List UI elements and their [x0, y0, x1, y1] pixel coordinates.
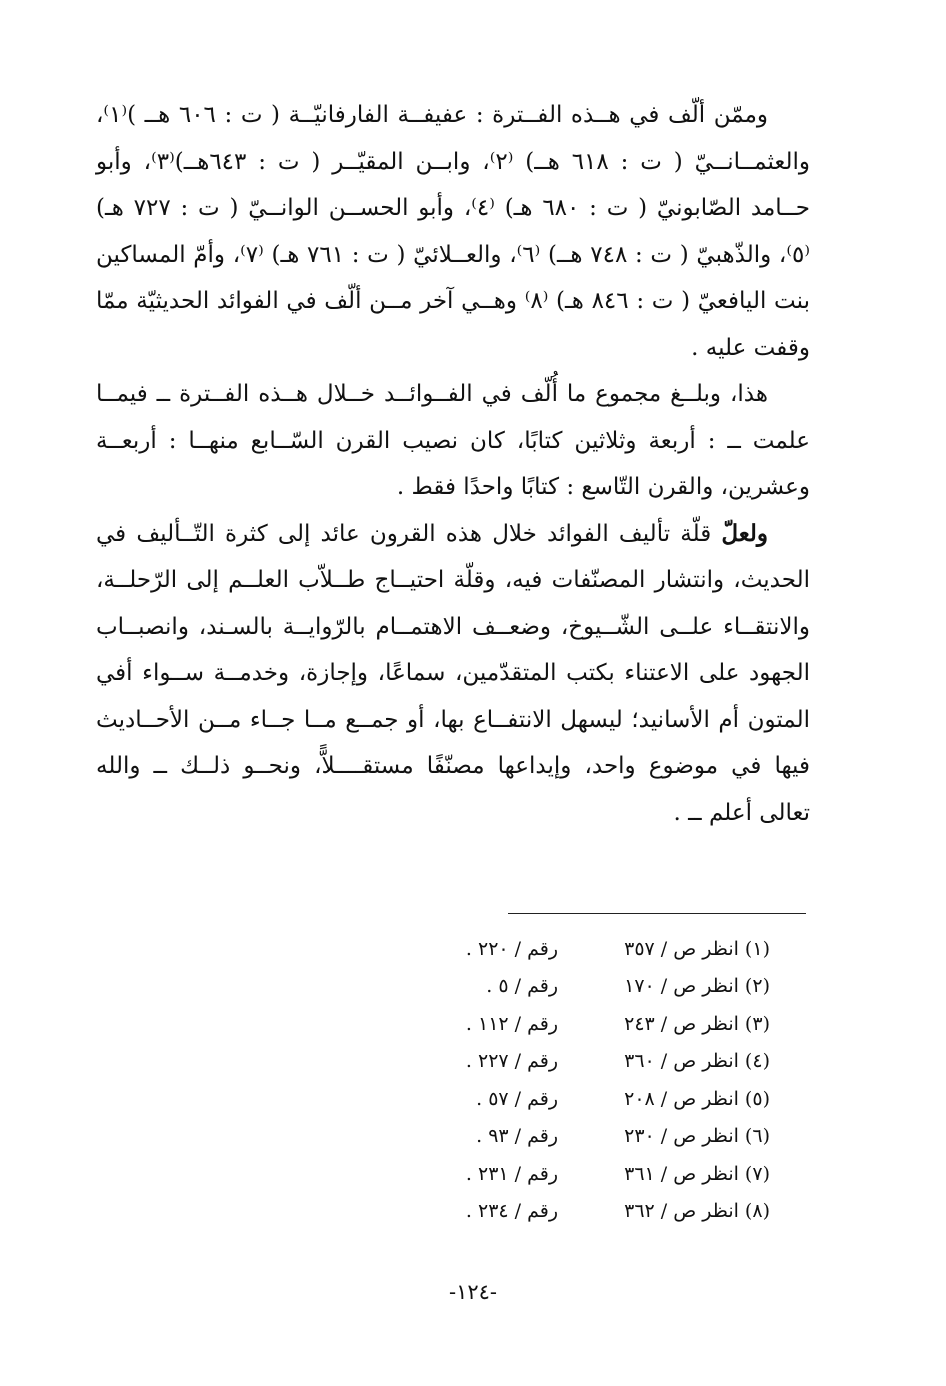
- footnote-number: رقم / ٥ .: [486, 975, 558, 998]
- footnote-row: [370, 1080, 770, 1118]
- paragraph-1: [96, 92, 810, 371]
- footnote-row: [370, 1193, 770, 1231]
- footnote-number: رقم / ٢٢٠ .: [465, 937, 558, 960]
- paragraph-3-text: قلّة تأليف الفوائد خلال هذه القرون عائد إلى كثرة التّــأليف في الحديث، وانتشار المصنّفات فيه، وقلّة احتيــاج طــلاّب العلــم إلى الرّحلــة، والانتقــاء علــى الشّــيوخ، وضعــف الاهتمــام بالرّوايــة بالسـند، وانصبــاب الجهود على الاعتناء بكتب المتقدّمين، سماعًا، وإجازة، وخدمــة ســواء أفي المتون أم الأسانيد؛ ليسهل الانتفــاع بها، أو جمــع مــا جــاء مــن الأحــاديث فيها في موضوع واحد، وإيداعها مصنّفًا مستقــــلاًّ، ونحــو ذلــك ــ والله تعالى أعلم ــ .: [96, 520, 810, 826]
- footnote-reference: (٦) انظر ص / ٢٣٠: [624, 1125, 770, 1148]
- footnote-row: [370, 1155, 770, 1193]
- paragraph-2-text: هذا، وبلــغ مجموع ما أُلّف في الفــوائــد خــلال هــذه الفــترة ــ فيمــا علمت ــ : أربعة وثلاثين كتابًا، كان نصيب القرن السّــابع منهــا : أربعــة وعشرين، والقرن التّاسع : كتابًا واحدًا فقط .: [96, 381, 810, 500]
- footnote-reference: (١) انظر ص / ٣٥٧: [624, 937, 770, 960]
- footnote-reference: (٨) انظر ص / ٣٦٢: [624, 1200, 770, 1223]
- paragraph-3: [96, 511, 810, 837]
- footnote-separator: [508, 913, 806, 914]
- footnote-reference: (٧) انظر ص / ٣٦١: [624, 1162, 770, 1185]
- paragraph-1-text: وممّن ألّف في هــذه الفــترة : عفيفــة الفارفانيّــة ( ت : ٦٠٦ هــ )⁽١⁾، والعثمــانــيّ ( ت : ٦١٨ هــ) ⁽٢⁾، وابــن المقيّــر ( ت : ٦٤٣هــ)⁽٣⁾، وأبو حــامد الصّابونيّ ( ت : ٦٨٠ هـ) ⁽٤⁾، وأبو الحســن الوانــيّ ( ت : ٧٢٧ هـ) ⁽٥⁾، والذّهبيّ ( ت : ٧٤٨ هــ) ⁽٦⁾، والعــلائيّ ( ت : ٧٦١ هـ) ⁽٧⁾، وأمّ المساكين بنت اليافعيّ ( ت : ٨٤٦ هـ) ⁽٨⁾ وهــي آخر مــن ألّف في الفوائد الحديثيّة ممّا وقفت عليه .: [96, 102, 810, 361]
- footnote-row: [370, 968, 770, 1006]
- footnote-number: رقم / ٢٢٧ .: [465, 1050, 558, 1073]
- footnote-number: رقم / ٢٣٤ .: [465, 1200, 558, 1223]
- page-number: -١٢٤-: [448, 1280, 498, 1304]
- footnote-number: رقم / ٢٣١ .: [465, 1162, 558, 1185]
- footnote-row: [370, 1005, 770, 1043]
- footnote-reference: (٤) انظر ص / ٣٦٠: [624, 1050, 770, 1073]
- paragraph-2: [96, 371, 810, 511]
- footnote-reference: (٢) انظر ص / ١٧٠: [624, 975, 770, 998]
- footnote-number: رقم / ٩٣ .: [476, 1125, 558, 1148]
- footnote-row: [370, 1043, 770, 1081]
- footnote-reference: (٥) انظر ص / ٢٠٨: [624, 1087, 770, 1110]
- footnote-number: رقم / ٥٧ .: [476, 1087, 558, 1110]
- footnotes: [370, 930, 770, 1230]
- main-text: [96, 92, 810, 836]
- footnote-reference: (٣) انظر ص / ٢٤٣: [624, 1012, 770, 1035]
- footnote-row: [370, 1118, 770, 1156]
- footnote-row: [370, 930, 770, 968]
- footnote-number: رقم / ١١٢ .: [465, 1012, 558, 1035]
- paragraph-3-lead-word: ولعلّ: [721, 519, 768, 547]
